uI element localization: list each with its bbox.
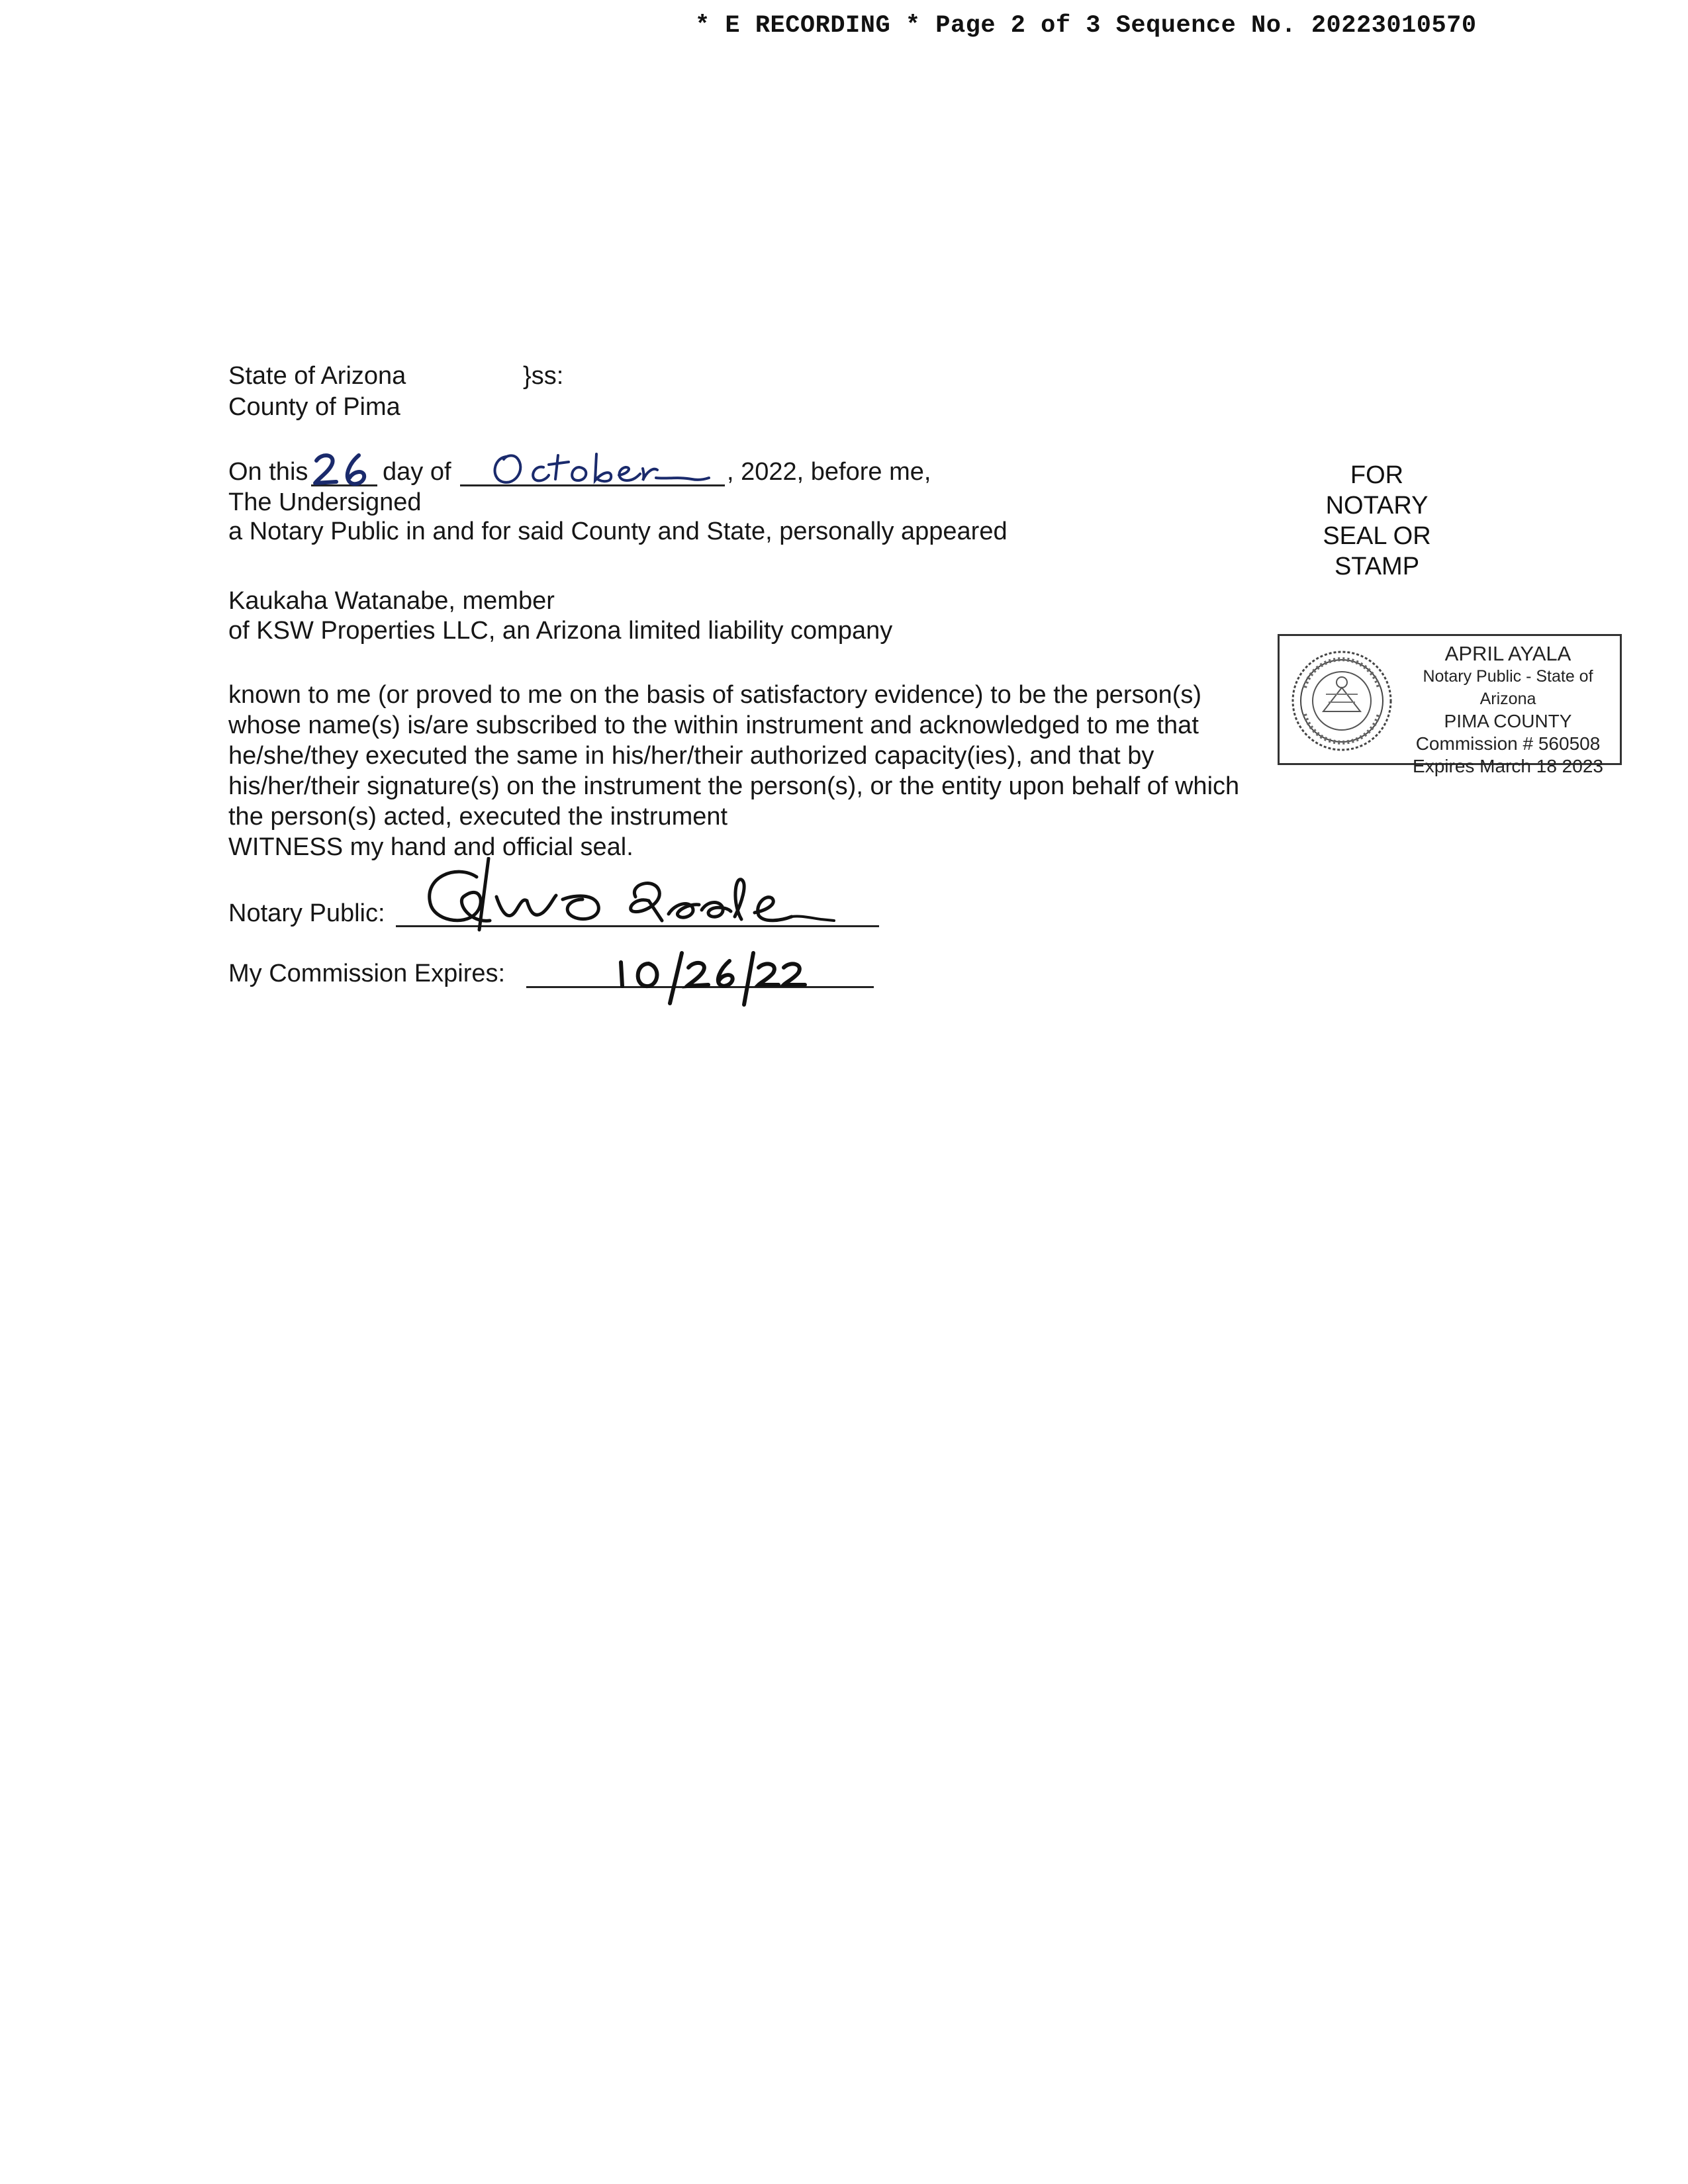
para-line-4: his/her/their signature(s) on the instrument the person(s), or the entity upon behalf of which — [228, 772, 1240, 800]
commission-expires-handwritten — [609, 948, 834, 1011]
on-this-label: On this — [228, 458, 308, 486]
notary-stamp — [1278, 634, 1622, 776]
commission-expires-label: My Commission Expires: — [228, 960, 506, 987]
notary-label-line-2: NOTARY — [1325, 492, 1429, 520]
notary-label-line-4: STAMP — [1334, 553, 1420, 580]
witness-line: WITNESS my hand and official seal. — [228, 833, 633, 861]
stamp-county: PIMA COUNTY — [1444, 711, 1572, 731]
state-line: State of Arizona — [228, 362, 406, 390]
stamp-notary-title: Notary Public - State of Arizona — [1423, 667, 1593, 708]
year-before-me: , 2022, before me, — [727, 458, 931, 486]
signer-line-1: Kaukaha Watanabe, member — [228, 587, 555, 615]
day-handwritten — [312, 449, 379, 492]
stamp-notary-name: APRIL AYALA — [1444, 642, 1571, 665]
para-line-3: he/she/they executed the same in his/her/their authorized capacity(ies), and that by — [228, 742, 1154, 770]
month-handwritten — [487, 445, 712, 494]
notary-public-label: Notary Public: — [228, 899, 385, 927]
day-of-label: day of — [383, 458, 451, 486]
para-line-2: whose name(s) is/are subscribed to the within instrument and acknowledged to me that — [228, 711, 1199, 739]
state-seal-icon — [1289, 648, 1395, 754]
notary-signature — [397, 857, 861, 940]
stamp-expiration: Expires March 18 2023 — [1413, 756, 1603, 776]
county-line: County of Pima — [228, 393, 400, 421]
officer-line: The Undersigned — [228, 488, 422, 516]
notary-label-line-1: FOR — [1350, 461, 1404, 489]
stamp-commission-number: Commission # 560508 — [1415, 733, 1601, 754]
para-line-5: the person(s) acted, executed the instrument — [228, 803, 728, 831]
recording-header: * E RECORDING * Page 2 of 3 Sequence No. 20223010570 — [695, 12, 1477, 40]
ss-marker: }ss: — [523, 362, 564, 390]
signer-line-2: of KSW Properties LLC, an Arizona limited liability company — [228, 617, 893, 645]
notary-appeared-line: a Notary Public in and for said County and State, personally appeared — [228, 518, 1008, 545]
notary-label-line-3: SEAL OR — [1323, 522, 1431, 550]
para-line-1: known to me (or proved to me on the basis of satisfactory evidence) to be the person(s) — [228, 681, 1202, 709]
notary-seal-placeholder — [1278, 460, 1476, 582]
